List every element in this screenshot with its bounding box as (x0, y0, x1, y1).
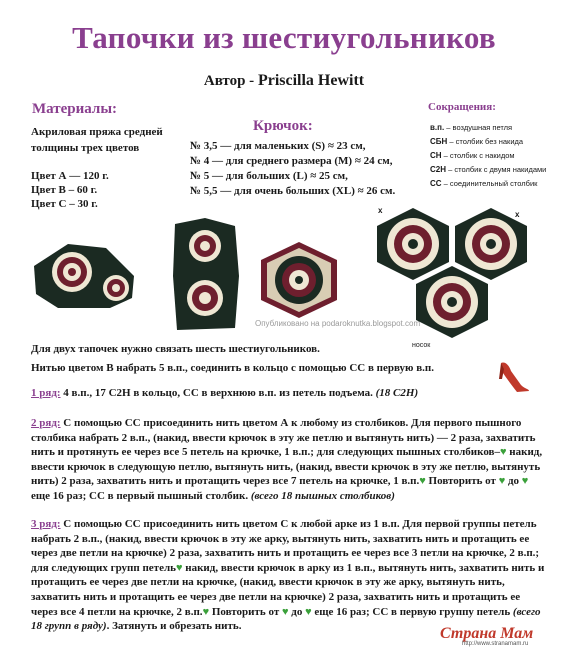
row-3-text-d: до (288, 605, 306, 618)
heart-icon: ♥ (305, 605, 312, 618)
row-2-text-d: до (505, 475, 522, 488)
row-2-text-c: Повторить от (425, 475, 499, 488)
abbr-item: СН – столбик с накидом (430, 151, 515, 160)
abbr-item: СС – соединительный столбик (430, 179, 538, 188)
heart-icon: ♥ (175, 561, 183, 574)
materials-heading: Материалы: (32, 101, 118, 117)
color-b: Цвет В – 60 г. (31, 184, 98, 196)
row-1-text: 4 в.п., 17 С2Н в кольцо, СС в верхнюю в.п. из петель подъема. (60, 387, 376, 399)
yarn-line-2: толщины трех цветов (31, 142, 140, 154)
row-2 (31, 416, 546, 504)
intro-line-1: Для двух тапочек нужно связать шесть шестиугольников. (31, 343, 320, 355)
hook-size-m: № 4 — для среднего размера (M) ≈ 24 см, (190, 155, 393, 167)
hexagon-photo (257, 240, 341, 320)
site-url: http://www.stranamam.ru (462, 641, 529, 647)
hook-size-s: № 3,5 — для маленьких (S) ≈ 23 см, (190, 140, 366, 152)
row-3-text-b: накид, ввести крючок в арку из 1 в.п., вытянуть нить, захватить нить и протащить ее через две петли на крючке, (накид, ввести крючок в эту же арку, вытянуть нить, захватить нить и протащить ее через две петли на крючке) 2 раза, захватить нить и протащить ее через все 4 петли на крючке, 2 в.п. (31, 561, 545, 618)
intro-line-2: Нитью цветом В набрать 5 в.п., соединить в кольцо с помощью СС в первую в.п. (31, 362, 434, 374)
heart-icon: ♥ (498, 475, 506, 488)
heart-icon: ♥ (202, 605, 210, 618)
hexagon-top-left (377, 208, 449, 280)
hook-heading: Крючок: (253, 118, 313, 134)
heart-icon: ♥ (521, 475, 529, 488)
abbr-item: С2Н – столбик с двумя накидами (430, 165, 547, 174)
row-3-text-a: С помощью СС присоединить нить цветом С к любой арке из 1 в.п. Для первой группы петель набрать 2 в.п., (накид, ввести крючок в эту же арку, вытянуть нить, захватить нить и протащить ее через две петли на крючке) 2 раза, захватить нить и протащить ее через все 3 петли на крючке, 2 в.п.; для следующих групп петель (31, 518, 540, 574)
slipper-front-photo (165, 216, 245, 336)
yarn-colors (31, 169, 109, 211)
hook-sizes (190, 139, 395, 199)
page-title: Тапочки из шестиугольников (72, 20, 496, 55)
author-name: Priscilla Hewitt (257, 72, 365, 89)
heart-icon: ♥ (500, 446, 507, 459)
row-2-count: (всего 18 пышных столбиков) (250, 489, 395, 502)
row-3-label: 3 ряд: (31, 518, 61, 530)
row-1-count: (18 С2Н) (375, 387, 419, 399)
hexagon-assembly-diagram (375, 206, 535, 342)
materials-yarn (31, 124, 163, 156)
diagram-toe-label: носок (412, 342, 431, 349)
abbr-item: СБН – столбик без накида (430, 137, 524, 146)
row-3-text-c: Повторить от (209, 605, 282, 618)
hexagon-bottom (416, 266, 488, 338)
row-1 (31, 386, 546, 401)
color-c: Цвет С – 30 г. (31, 198, 98, 210)
hook-size-l: № 5 — для больших (L) ≈ 25 см, (190, 170, 348, 182)
abbreviations-heading: Сокращения: (428, 101, 496, 113)
row-2-text-e: еще 16 раз; СС в первый пышный столбик. (31, 489, 251, 502)
slipper-side-photo (28, 236, 142, 316)
watermark: Опубликовано на podaroknutka.blogspot.com (255, 319, 421, 328)
row-2-label: 2 ряд: (31, 417, 61, 429)
diagram-mark-x: x (515, 210, 520, 219)
row-1-label: 1 ряд: (31, 387, 61, 399)
heart-icon: ♥ (282, 605, 289, 618)
row-3-text-e: еще 16 раз; СС в первую группу петель (311, 605, 513, 618)
row-3-count: (всего 18 групп в ряду) (31, 605, 541, 633)
heart-icon: ♥ (419, 475, 426, 488)
yarn-line-1: Акриловая пряжа средней (31, 126, 163, 138)
row-2-text-a: С помощью СС присоединить нить цветом А к любому из столбиков. Для первого пышного столбика набрать 2 в.п., (накид, ввести крючок в эту же петлю и вытянуть нить) — 2 раза, захватить нить и протянуть ее через все 5 петель на крючке, 1 в.п.; для следующих пышных столбиков– (31, 417, 536, 459)
diagram-mark-x: x (378, 206, 383, 215)
row-3-text-f: . Затянуть и обрезать нить. (106, 620, 242, 633)
row-3 (31, 517, 546, 634)
abbr-item: в.п. – воздушная петля (430, 123, 513, 132)
author-prefix: Автор - (203, 73, 255, 89)
site-logo: Страна Мам (440, 625, 534, 642)
hook-size-xl: № 5,5 — для очень больших (XL) ≈ 26 см. (190, 185, 396, 197)
row-2-text-b: накид, ввести крючок в следующую петлю, вытянуть нить, (накид, ввести крючок в эту же петлю, вытянуть нить) 2 раза, захватить нить и протащить через все 7 петель на крючке, 1 в.п. (31, 446, 543, 488)
abbreviations-list (430, 121, 546, 191)
color-a: Цвет А — 120 г. (31, 170, 109, 182)
author-line (0, 72, 568, 90)
